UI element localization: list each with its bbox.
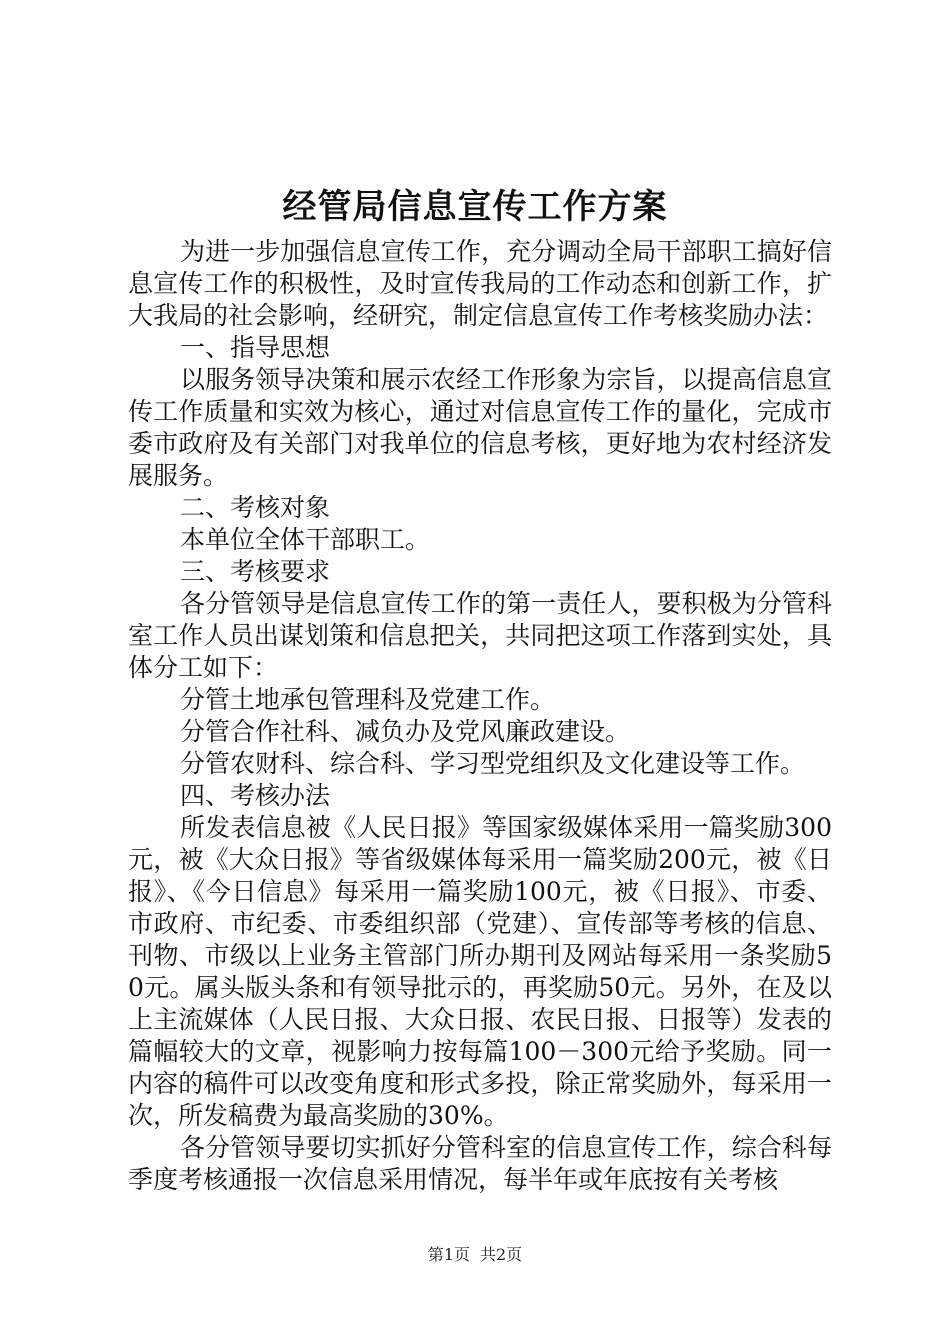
page-footer (0, 1244, 950, 1266)
paragraph-responsibility: 各分管领导要切实抓好分管科室的信息宣传工作，综合科每季度考核通报一次信息采用情况，每半年或年底按有关考核 (128, 1133, 832, 1194)
paragraph-intro: 为进一步加强信息宣传工作，充分调动全局干部职工搞好信息宣传工作的积极性，及时宣传我局的工作动态和创新工作，扩大我局的社会影响，经研究，制定信息宣传工作考核奖励办法： (128, 237, 832, 330)
page-number: 第1页 (427, 1245, 470, 1264)
section-heading-assessment-requirements: 三、考核要求 (180, 557, 331, 586)
paragraph-assessment-target: 本单位全体干部职工。 (180, 525, 431, 554)
section-heading-assessment-methods: 四、考核办法 (180, 781, 331, 810)
paragraph-assessment-requirements: 各分管领导是信息宣传工作的第一责任人，要积极为分管科室工作人员出谋划策和信息把关，共同把这项工作落到实处，具体分工如下： (128, 589, 832, 682)
paragraph-division-3: 分管农财科、综合科、学习型党组织及文化建设等工作。 (180, 749, 806, 778)
document-title: 经管局信息宣传工作方案 (282, 187, 668, 227)
section-heading-guiding-idea: 一、指导思想 (180, 333, 331, 362)
section-heading-assessment-target: 二、考核对象 (180, 493, 331, 522)
document-body (128, 236, 832, 1196)
paragraph-assessment-methods: 所发表信息被《人民日报》等国家级媒体采用一篇奖励300元，被《大众日报》等省级媒体每采用一篇奖励200元，被《日报》、《今日信息》每采用一篇奖励100元，被《日报》、市委、市政府、市纪委、市委组织部（党建）、宣传部等考核的信息、刊物、市级以上业务主管部门所办期刊及网站每采用一条奖励50元。属头版头条和有领导批示的，再奖励50元。另外，在及以上主流媒体（人民日报、大众日报、农民日报、日报等）发表的篇幅较大的文章，视影响力按每篇100－300元给予奖励。同一内容的稿件可以改变角度和形式多投，除正常奖励外，每采用一次，所发稿费为最高奖励的30%。 (128, 813, 832, 1130)
paragraph-division-2: 分管合作社科、减负办及党风廉政建设。 (180, 717, 631, 746)
paragraph-guiding-idea: 以服务领导决策和展示农经工作形象为宗旨，以提高信息宣传工作质量和实效为核心，通过对信息宣传工作的量化，完成市委市政府及有关部门对我单位的信息考核，更好地为农村经济发展服务。 (128, 365, 832, 490)
page-total: 共2页 (480, 1245, 523, 1264)
paragraph-division-1: 分管土地承包管理科及党建工作。 (180, 685, 556, 714)
